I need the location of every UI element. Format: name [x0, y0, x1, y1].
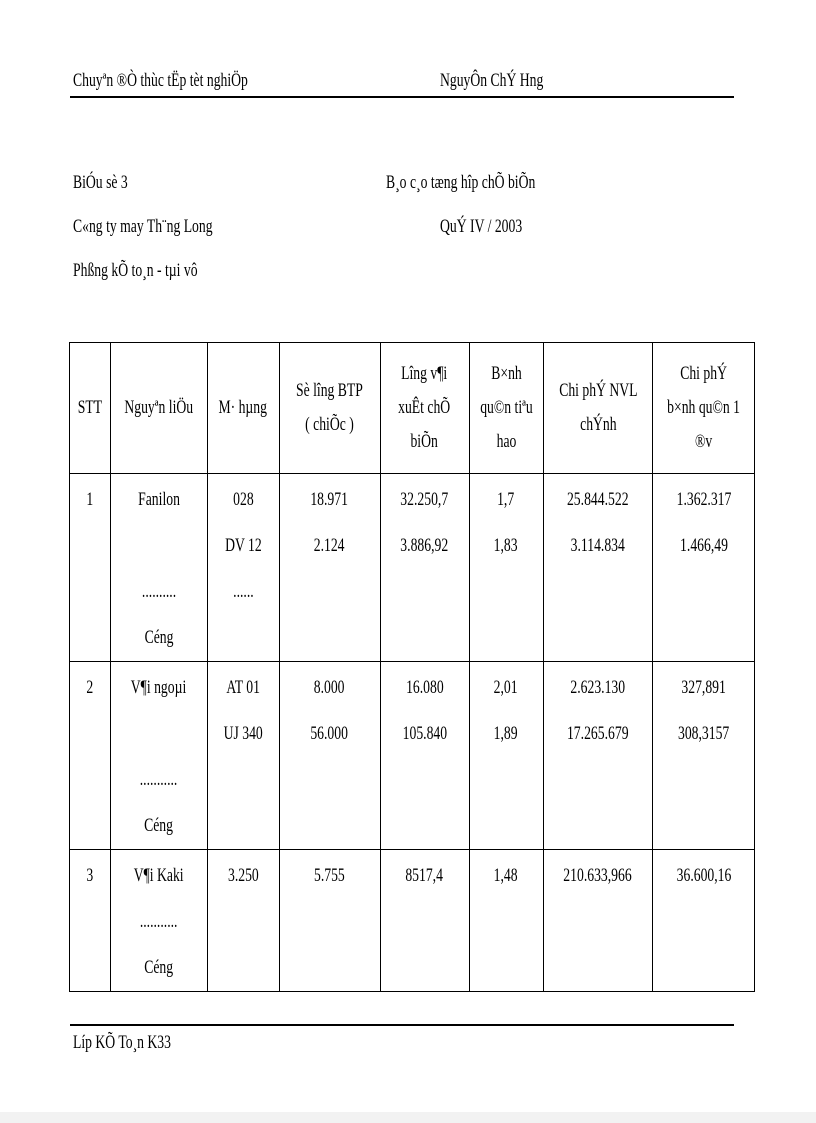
cell-code: 028 DV 12 ...... [207, 474, 279, 662]
report-period: QuÝ IV / 2003 [440, 216, 523, 237]
cell-stt: 3 [70, 850, 111, 992]
cell-code: 3.250 [207, 850, 279, 992]
table-row [70, 662, 755, 850]
cell-fabric: 16.080 105.840 [380, 662, 469, 850]
cell-unit-cost: 36.600,16 [653, 850, 755, 992]
cell-material: V¶i Kaki ........... Céng [111, 850, 208, 992]
cell-avg: 1,48 [469, 850, 543, 992]
table-row [70, 474, 755, 662]
col-header-stt: STT [70, 343, 111, 474]
cell-stt: 1 [70, 474, 111, 662]
cell-code: AT 01 UJ 340 [207, 662, 279, 850]
col-header-unit-cost: Chi phÝ b×nh qu©n 1 ®v [653, 343, 755, 474]
cell-unit-cost: 1.362.317 1.466,49 [653, 474, 755, 662]
report-number: BiÓu sè 3 [73, 172, 128, 193]
footer-rule [70, 1024, 734, 1026]
table-row [70, 850, 755, 992]
department-name: Phßng kÕ to¸n - tµi vô [73, 260, 198, 281]
cell-avg: 1,7 1,83 [469, 474, 543, 662]
cell-avg: 2,01 1,89 [469, 662, 543, 850]
cell-cost: 25.844.522 3.114.834 [543, 474, 653, 662]
header-right-text: NguyÔn ChÝ Hng [440, 70, 544, 91]
cell-cost: 210.633,966 [543, 850, 653, 992]
col-header-avg: B×nh qu©n tiªu hao [469, 343, 543, 474]
cell-cost: 2.623.130 17.265.679 [543, 662, 653, 850]
col-header-qty: Sè lîng BTP ( chiÕc ) [279, 343, 380, 474]
page-bottom-edge [0, 1112, 816, 1123]
company-name: C«ng ty may Th¨ng Long [73, 216, 213, 237]
cell-qty: 18.971 2.124 [279, 474, 380, 662]
cell-qty: 5.755 [279, 850, 380, 992]
header-left-text: Chuyªn ®Ò thùc tËp tèt nghiÖp [73, 70, 248, 91]
cell-fabric: 8517,4 [380, 850, 469, 992]
col-header-cost: Chi phÝ NVL chÝnh [543, 343, 653, 474]
cell-material: V¶i ngoµi ........... Céng [111, 662, 208, 850]
table-header-row [70, 343, 755, 474]
report-title: B¸o c¸o tæng hîp chÕ biÕn [386, 172, 536, 193]
cell-material: Fanilon .......... Céng [111, 474, 208, 662]
col-header-material: Nguyªn liÖu [111, 343, 208, 474]
cell-stt: 2 [70, 662, 111, 850]
footer-left-text: Líp KÕ To¸n K33 [73, 1032, 171, 1053]
processing-table [69, 342, 755, 992]
cell-qty: 8.000 56.000 [279, 662, 380, 850]
cell-fabric: 32.250,7 3.886,92 [380, 474, 469, 662]
col-header-fabric: Lîng v¶i xuÊt chÕ biÕn [380, 343, 469, 474]
cell-unit-cost: 327,891 308,3157 [653, 662, 755, 850]
col-header-code: M· hµng [207, 343, 279, 474]
header-rule [70, 96, 734, 98]
